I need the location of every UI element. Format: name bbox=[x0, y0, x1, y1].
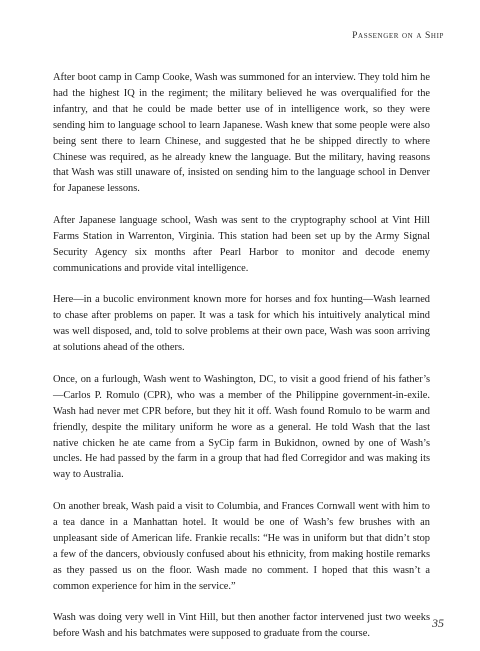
page-number: 35 bbox=[432, 616, 444, 630]
running-head: Passenger on a Ship bbox=[352, 30, 444, 41]
paragraph: After Japanese language school, Wash was sent to the cryptography school at Vint Hill Farms Station in Warrenton, Virginia. This station had been set up by the Army Signal Security Agency six months after Pearl Harbor to monitor and decode enemy communications and provide vital intelligence. bbox=[53, 215, 430, 274]
paragraph: Here—in a bucolic environment known more for horses and fox hunting—Wash learned to chase after problems on paper. It was a task for which his intuitively analytical mind was well disposed, and, told to solve problems at their own pace, Wash was soon arriving at solutions ahead of the others. bbox=[53, 294, 430, 354]
paragraph: Once, on a furlough, Wash went to Washington, DC, to visit a good friend of his father’s—Carlos P. Romulo (CPR), who was a member of the Philippine government-in-exile. Wash had never met CPR before, but they hit it off. Wash found Romulo to be warm and friendly, despite the military uniform he wore as a general. He told Wash that the last native chicken he ate came from a SyCip farm in Bukidnon, owned by one of Wash’s uncles. He had passed by the farm in a group that had fled Corregidor and was making its way to Australia. bbox=[53, 373, 430, 481]
paragraph: After boot camp in Camp Cooke, Wash was summoned for an interview. They told him he had the highest IQ in the regiment; the military believed he was overqualified for the infantry, and that he could be made better use of in intelligence work, so they were sending him to language school to learn Japanese. Wash knew that some people were also being sent there to learn Chinese, and suggested that he be shipped directly to where Chinese was required, as he already knew the language. But the military, having reasons that Wash was still unaware of, insisted on sending him to the language school in Denver for Japanese lessons. bbox=[53, 72, 430, 195]
paragraph: Wash was doing very well in Vint Hill, but then another factor intervened just two weeks before Wash and his batchmates were supposed to graduate from the course. bbox=[53, 612, 430, 640]
paragraph: On another break, Wash paid a visit to Columbia, and Frances Cornwall went with him to a tea dance in a Manhattan hotel. It would be one of Wash’s few brushes with an unpleasant side of American life. Frankie recalls: “He was in uniform but that didn’t stop a few of the dancers, obviously confused about his ethnicity, from making hostile remarks as they passed us on the floor. Wash made no comment. I hoped that this wasn’t a common experience for him in the service.” bbox=[53, 501, 430, 592]
body-text bbox=[53, 70, 430, 642]
